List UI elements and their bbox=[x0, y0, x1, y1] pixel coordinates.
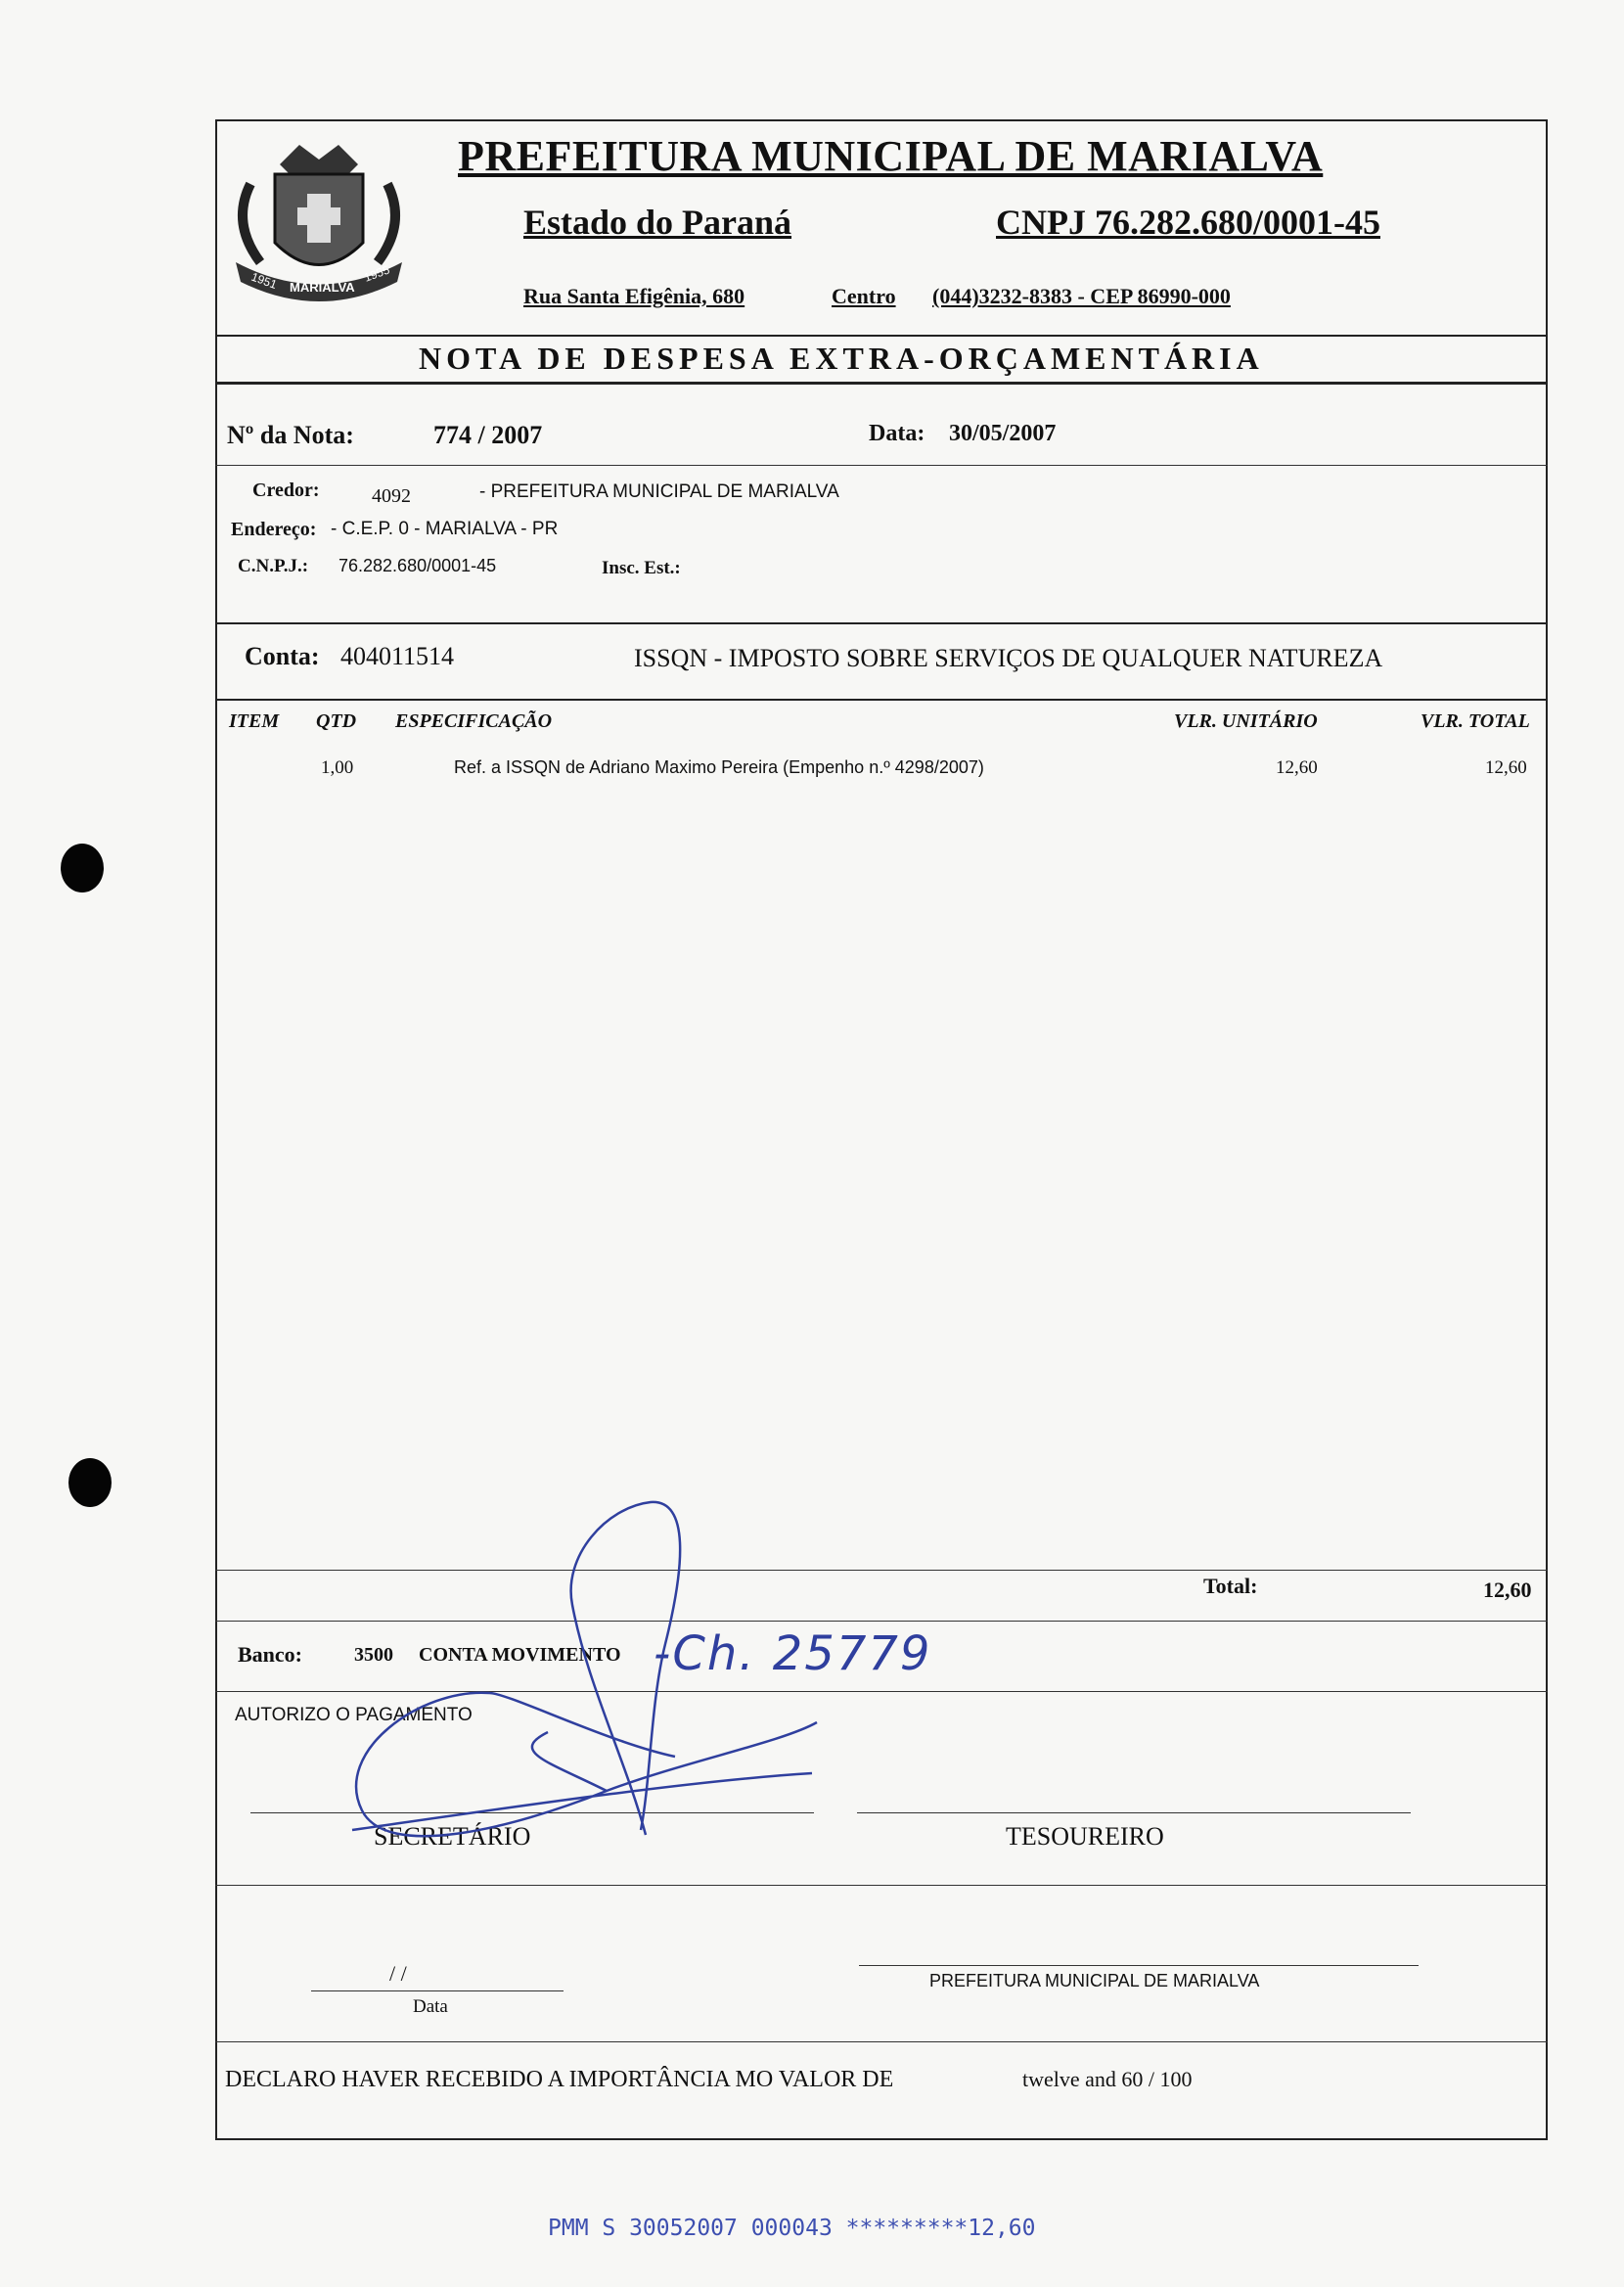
bank-account-label: CONTA MOVIMENTO bbox=[419, 1644, 621, 1666]
account-description: ISSQN - IMPOSTO SOBRE SERVIÇOS DE QUALQUER NATUREZA bbox=[634, 644, 1383, 672]
table-row bbox=[215, 752, 1548, 791]
row-qtd: 1,00 bbox=[321, 757, 354, 778]
handwritten-check-number: -Ch. 25779 bbox=[654, 1626, 932, 1681]
crest-name: MARIALVA bbox=[290, 280, 355, 295]
creditor-code: 4092 bbox=[372, 485, 411, 507]
address-label: Endereço: bbox=[231, 519, 317, 540]
crest-year-left: 1951 bbox=[248, 269, 279, 292]
row-spec: Ref. a ISSQN de Adriano Maximo Pereira (Empenho n.º 4298/2007) bbox=[454, 757, 984, 777]
creditor-label: Credor: bbox=[252, 480, 320, 501]
footer-stamp: PMM S 30052007 000043 *********12,60 bbox=[548, 2216, 1036, 2241]
divider bbox=[215, 465, 1548, 466]
divider bbox=[215, 1570, 1548, 1571]
state-name: Estado do Paraná bbox=[523, 203, 792, 242]
account-label: Conta: bbox=[245, 642, 320, 670]
divider bbox=[215, 1691, 1548, 1692]
divider bbox=[215, 335, 1548, 337]
row-unit: 12,60 bbox=[1276, 757, 1318, 778]
amount-in-words: twelve and 60 / 100 bbox=[1022, 2067, 1193, 2091]
total-label: Total: bbox=[1203, 1574, 1258, 1598]
col-header-item: ITEM bbox=[229, 710, 280, 732]
punch-hole-bottom bbox=[68, 1458, 112, 1507]
document-title: NOTA DE DESPESA EXTRA-ORÇAMENTÁRIA bbox=[419, 341, 1264, 376]
crest-year-right: 1955 bbox=[362, 262, 392, 285]
receipt-declaration: DECLARO HAVER RECEBIDO A IMPORTÂNCIA MO VALOR DE bbox=[225, 2067, 894, 2092]
page-title: PREFEITURA MUNICIPAL DE MARIALVA bbox=[458, 132, 1324, 180]
secretary-signature-line bbox=[250, 1812, 814, 1813]
creditor-address: - C.E.P. 0 - MARIALVA - PR bbox=[331, 519, 559, 539]
divider bbox=[215, 699, 1548, 701]
note-date: 30/05/2007 bbox=[949, 421, 1057, 446]
note-date-label: Data: bbox=[869, 421, 925, 446]
header-cnpj: CNPJ 76.282.680/0001-45 bbox=[996, 203, 1380, 242]
insc-est-label: Insc. Est.: bbox=[602, 558, 681, 578]
punch-hole-top bbox=[61, 844, 104, 892]
authorization-label: AUTORIZO O PAGAMENTO bbox=[235, 1705, 473, 1725]
bank-code: 3500 bbox=[354, 1644, 393, 1666]
receipt-date-line bbox=[311, 1990, 564, 1991]
creditor-cnpj: 76.282.680/0001-45 bbox=[338, 556, 497, 575]
treasurer-label: TESOUREIRO bbox=[1006, 1822, 1164, 1851]
bank-label: Banco: bbox=[238, 1642, 302, 1667]
row-total: 12,60 bbox=[1485, 757, 1527, 778]
divider bbox=[215, 1621, 1548, 1622]
receiver-signature-line bbox=[859, 1965, 1419, 1966]
account-number: 404011514 bbox=[340, 642, 455, 670]
col-header-spec: ESPECIFICAÇÃO bbox=[395, 710, 553, 732]
receiver-name: PREFEITURA MUNICIPAL DE MARIALVA bbox=[929, 1971, 1260, 1990]
receipt-date-label: Data bbox=[413, 1996, 448, 2017]
receipt-date-slashes: / / bbox=[389, 1961, 407, 1986]
divider bbox=[215, 1885, 1548, 1886]
header-district: Centro bbox=[832, 284, 896, 308]
municipal-crest-icon bbox=[221, 125, 417, 311]
creditor-name: - PREFEITURA MUNICIPAL DE MARIALVA bbox=[479, 481, 839, 502]
divider bbox=[215, 2041, 1548, 2042]
cnpj-label: C.N.P.J.: bbox=[238, 556, 309, 576]
total-value: 12,60 bbox=[1483, 1578, 1532, 1602]
col-header-total: VLR. TOTAL bbox=[1421, 710, 1530, 732]
divider bbox=[215, 382, 1548, 385]
note-number-label: Nº da Nota: bbox=[227, 421, 354, 449]
treasurer-signature-line bbox=[857, 1812, 1411, 1813]
divider bbox=[215, 622, 1548, 624]
header-contact: (044)3232-8383 - CEP 86990-000 bbox=[932, 284, 1231, 308]
col-header-unit: VLR. UNITÁRIO bbox=[1174, 710, 1318, 732]
note-number: 774 / 2007 bbox=[433, 421, 543, 449]
col-header-qtd: QTD bbox=[316, 710, 357, 732]
secretary-label: SECRETÁRIO bbox=[374, 1822, 531, 1851]
header-address: Rua Santa Efigênia, 680 bbox=[523, 284, 745, 308]
